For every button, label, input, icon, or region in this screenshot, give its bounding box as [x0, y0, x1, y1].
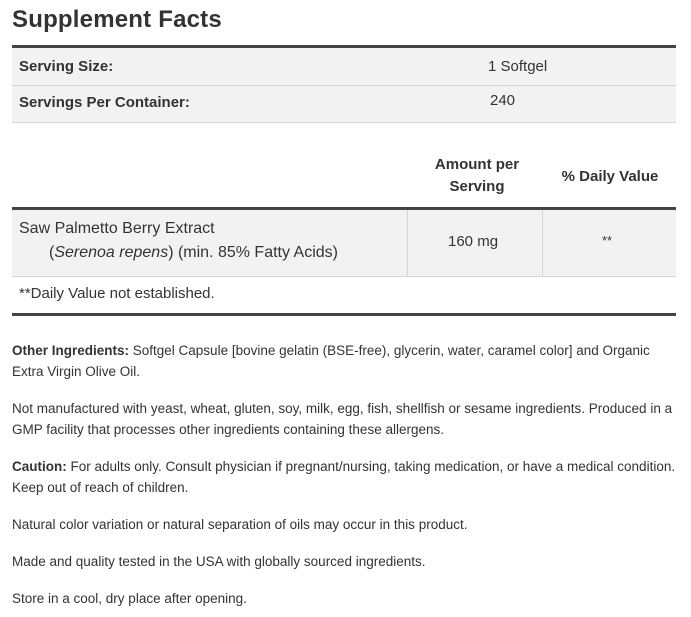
caution-text: For adults only. Consult physician if pregnant/nursing, taking medication, or have a medical condition. Keep out of reach of children.: [12, 459, 676, 495]
ingredient-name-line2: [19, 241, 338, 265]
daily-value-header: % Daily Value: [561, 168, 659, 185]
servings-per-container-label: Servings Per Container:: [19, 94, 190, 111]
amount-header-line1: Amount per: [434, 156, 520, 173]
other-ingredients-text: Softgel Capsule [bovine gelatin (BSE-free), glycerin, water, caramel color] and Organic Extra Virgin Olive Oil.: [12, 343, 650, 379]
made-in-usa-note: Made and quality tested in the USA with globally sourced ingredients.: [12, 554, 426, 569]
table-bottom-divider: [12, 313, 676, 316]
storage-note: Store in a cool, dry place after opening.: [12, 591, 247, 606]
paren-open: (: [49, 244, 55, 261]
amount-per-serving-header: [412, 154, 542, 198]
allergen-statement: Not manufactured with yeast, wheat, gluten, soy, milk, egg, fish, shellfish or sesame ingredients. Produced in a GMP facility that processes other ingredients containing these allergens.: [12, 401, 673, 437]
daily-value-footnote: **Daily Value not established.: [19, 285, 215, 302]
caution-label: Caution:: [12, 459, 67, 474]
serving-size-value: 1 Softgel: [488, 58, 548, 75]
serving-size-label: Serving Size:: [19, 58, 114, 75]
ingredient-row: [12, 210, 676, 276]
ingredient-name: [19, 217, 338, 265]
ingredient-daily-value: **: [602, 233, 613, 248]
servings-per-container-row: [12, 86, 676, 122]
caution-statement: [12, 456, 680, 498]
latin-name: Serenoa repens: [54, 244, 169, 261]
ingredient-name-line1: Saw Palmetto Berry Extract: [19, 220, 215, 237]
row-divider: [12, 276, 676, 277]
serving-size-row: [12, 48, 676, 85]
amount-header-line2: Serving: [449, 178, 505, 195]
cell-divider: [542, 210, 543, 276]
servings-per-container-value: 240: [490, 92, 516, 109]
row-divider: [12, 122, 676, 123]
other-ingredients-label: Other Ingredients:: [12, 343, 130, 358]
color-variation-note: Natural color variation or natural separation of oils may occur in this product.: [12, 517, 468, 532]
ingredient-spec: ) (min. 85% Fatty Acids): [168, 244, 339, 261]
ingredient-amount: 160 mg: [448, 233, 499, 250]
cell-divider: [407, 210, 408, 276]
other-ingredients: [12, 340, 680, 382]
page-title: Supplement Facts: [12, 6, 222, 33]
